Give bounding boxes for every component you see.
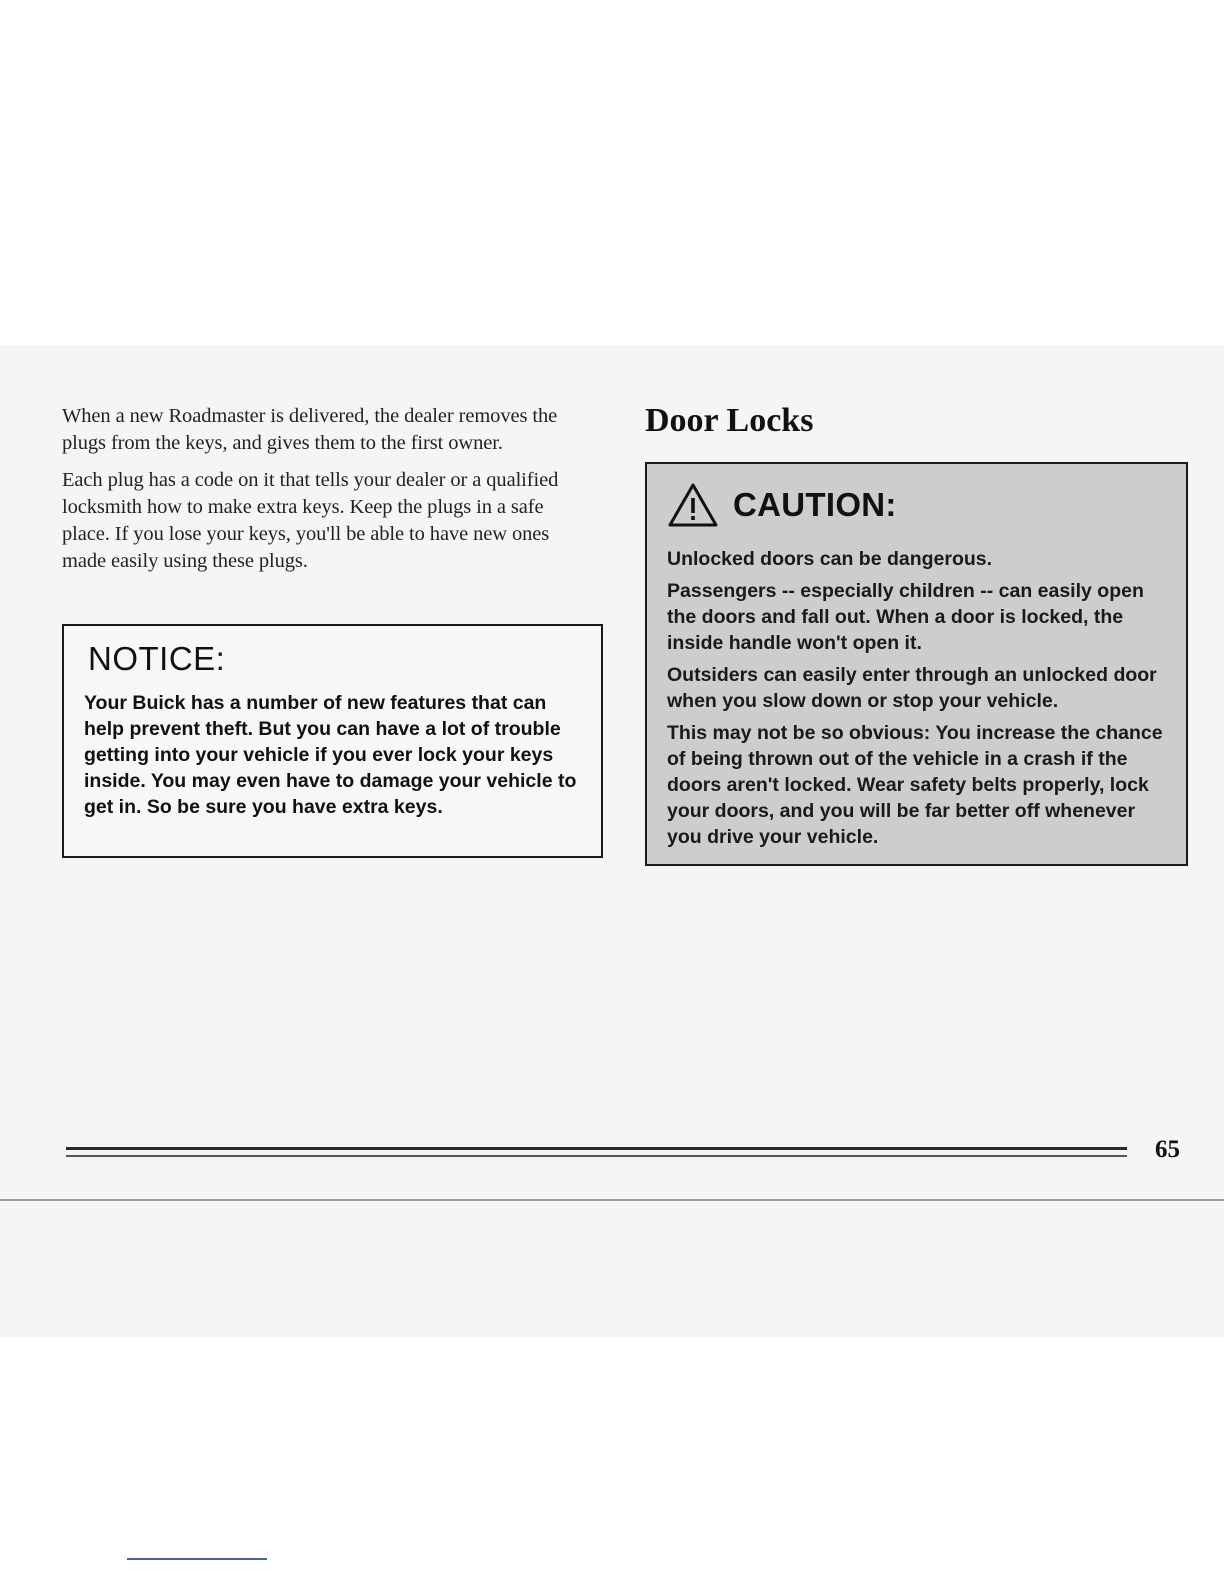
notice-text: Your Buick has a number of new features that can help prevent theft. But you can have a lot of trouble getting into your vehicle if you ever lock your keys inside. You may even have to damage your vehicle to get in. So be sure you have extra keys. xyxy=(84,692,577,818)
caution-paragraph: This may not be so obvious: You increase the chance of being thrown out of the vehicle in a crash if the doors aren't locked. Wear safety belts properly, lock your doors, and you will be far better off whenever you drive your vehicle. xyxy=(667,722,1163,848)
footer-rule xyxy=(66,1147,1127,1150)
page-number: 65 xyxy=(1155,1136,1180,1163)
caution-paragraph: Outsiders can easily enter through an unlocked door when you slow down or stop your vehicle. xyxy=(667,664,1157,712)
section-heading: Door Locks xyxy=(645,402,814,439)
divider xyxy=(0,1199,1224,1201)
notice-box xyxy=(62,624,603,858)
caution-paragraph: Passengers -- especially children -- can easily open the doors and fall out. When a door is locked, the inside handle won't open it. xyxy=(667,580,1144,654)
footer-rule-thin xyxy=(66,1155,1127,1157)
caution-header xyxy=(667,482,1170,528)
body-paragraph: When a new Roadmaster is delivered, the dealer removes the plugs from the keys, and gives them to the first owner. xyxy=(62,405,558,454)
caution-title: CAUTION: xyxy=(733,486,897,523)
caution-box xyxy=(645,462,1188,866)
left-column xyxy=(62,403,592,585)
caution-paragraph: Unlocked doors can be dangerous. xyxy=(667,548,993,570)
notice-title: NOTICE: xyxy=(88,640,226,677)
warning-triangle-icon xyxy=(667,482,719,528)
divider xyxy=(127,1558,267,1560)
body-paragraph: Each plug has a code on it that tells your dealer or a qualified locksmith how to make extra keys. Keep the plugs in a safe place. If you lose your keys, you'll be able to have new ones made easily using these plugs. xyxy=(62,469,559,572)
